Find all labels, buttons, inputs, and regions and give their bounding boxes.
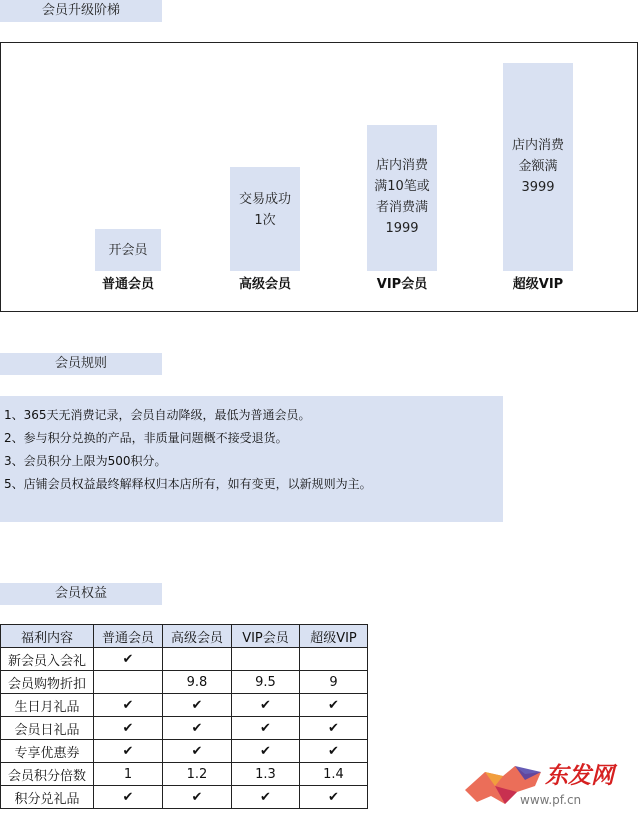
table-cell: ✔: [163, 740, 232, 763]
table-cell: ✔: [94, 717, 163, 740]
column-header: 普通会员: [94, 625, 163, 648]
column-header: 高级会员: [163, 625, 232, 648]
table-cell: 1.3: [232, 763, 300, 786]
rule-item: 2、参与积分兑换的产品，非质量问题概不接受退货。: [4, 431, 288, 445]
table-row: [1, 740, 368, 763]
tier-label-vip: VIP会员: [376, 277, 428, 292]
table-cell: [300, 648, 368, 671]
table-cell: 会员购物折扣: [1, 671, 94, 694]
column-header: VIP会员: [232, 625, 300, 648]
table-row: [1, 671, 368, 694]
table-cell: ✔: [300, 694, 368, 717]
ladder-chart: [0, 42, 638, 312]
rules-box: [0, 396, 503, 522]
table-cell: ✔: [94, 648, 163, 671]
table-row: [1, 717, 368, 740]
column-header: 福利内容: [1, 625, 94, 648]
tier-label-regular: 普通会员: [101, 277, 154, 292]
table-cell: ✔: [300, 717, 368, 740]
ladder-step-regular: [95, 229, 161, 271]
table-cell: 会员积分倍数: [1, 763, 94, 786]
watermark-logo-text: 东发网: [545, 762, 614, 789]
table-cell: [163, 648, 232, 671]
column-header: 超级VIP: [300, 625, 368, 648]
table-cell: 9.5: [232, 671, 300, 694]
table-cell: 1.4: [300, 763, 368, 786]
table-header-row: [1, 625, 368, 648]
table-cell: ✔: [232, 717, 300, 740]
table-cell: 1: [94, 763, 163, 786]
ladder-section-header: 会员升级阶梯: [0, 0, 162, 22]
table-cell: ✔: [232, 740, 300, 763]
table-cell: ✔: [232, 694, 300, 717]
ladder-step-condition: 开会员: [108, 242, 148, 258]
table-cell: ✔: [300, 786, 368, 809]
table-cell: ✔: [163, 717, 232, 740]
table-cell: [232, 648, 300, 671]
ladder-step-vip: [367, 125, 437, 271]
rule-item: 1、365天无消费记录，会员自动降级，最低为普通会员。: [4, 408, 311, 422]
watermark-url: www.pf.cn: [520, 793, 582, 807]
table-cell: ✔: [232, 786, 300, 809]
table-cell: 生日月礼品: [1, 694, 94, 717]
table-cell: ✔: [163, 694, 232, 717]
table-row: [1, 786, 368, 809]
tier-label-super-vip: 超级VIP: [512, 277, 564, 292]
table-cell: 9: [300, 671, 368, 694]
table-row: [1, 694, 368, 717]
table-cell: ✔: [94, 786, 163, 809]
benefits-table: [0, 624, 368, 809]
table-cell: 会员日礼品: [1, 717, 94, 740]
table-cell: 积分兑礼品: [1, 786, 94, 809]
table-row: [1, 763, 368, 786]
table-cell: 9.8: [163, 671, 232, 694]
tier-label-advanced: 高级会员: [238, 277, 291, 292]
table-cell: [94, 671, 163, 694]
table-cell: 专享优惠券: [1, 740, 94, 763]
ladder-step-advanced: [230, 167, 300, 271]
table-cell: ✔: [94, 740, 163, 763]
table-cell: 1.2: [163, 763, 232, 786]
rule-item: 5、店铺会员权益最终解释权归本店所有，如有变更，以新规则为主。: [4, 477, 372, 491]
table-cell: ✔: [94, 694, 163, 717]
rules-section-header: 会员规则: [0, 353, 162, 375]
ladder-step-super-vip: [503, 63, 573, 271]
table-row: [1, 648, 368, 671]
ladder-step-condition: 交易成功 1次: [238, 192, 291, 228]
table-cell: ✔: [300, 740, 368, 763]
rule-item: 3、会员积分上限为500积分。: [4, 454, 167, 468]
table-cell: ✔: [163, 786, 232, 809]
ladder-step-condition: 店内消费 满10笔或 者消费满 1999: [374, 158, 430, 236]
benefits-section-header: 会员权益: [0, 583, 162, 605]
ladder-step-condition: 店内消费 金额满 3999: [511, 138, 564, 195]
table-cell: 新会员入会礼: [1, 648, 94, 671]
